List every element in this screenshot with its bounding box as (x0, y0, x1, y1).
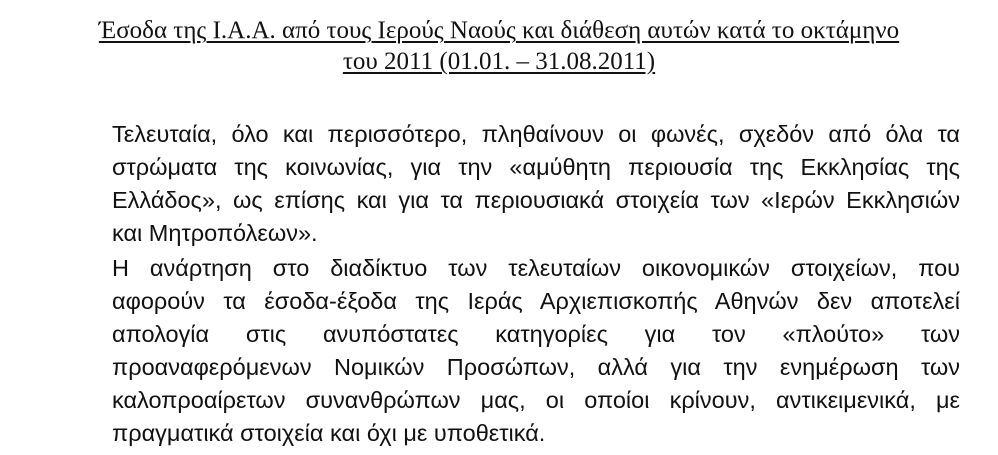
document-title-line-1: Έσοδα της Ι.Α.Α. από τους Ιερούς Ναούς και διάθεση αυτών κατά το οκτάμηνο (98, 17, 900, 44)
paragraph-1-line-2: στρώματα της κοινωνίας, για την «αμύθητη περιουσία της Εκκλησίας της (112, 154, 960, 180)
paragraph-2-line-2: αφορούν τα έσοδα-έξοδα της Ιεράς Αρχιεπισκοπής Αθηνών δεν αποτελεί (112, 288, 960, 314)
paragraph-2-line-3: απολογία στις ανυπόστατες κατηγορίες για τον «πλούτο» των (112, 321, 960, 347)
paragraph-2-line-5: καλοπροαίρετων συνανθρώπων μας, οι οποίοι κρίνουν, αντικειμενικά, με (112, 387, 960, 413)
paragraph-1-line-1: Τελευταία, όλο και περισσότερο, πληθαίνουν οι φωνές, σχεδόν από όλα τα (112, 121, 960, 147)
paragraph-1-line-3: Ελλάδος», ως επίσης και για τα περιουσιακά στοιχεία των «Ιερών Εκκλησιών (112, 187, 960, 213)
paragraph-2-line-6: πραγματικά στοιχεία και όχι με υποθετικά. (112, 420, 546, 446)
paragraph-2-line-1: Η ανάρτηση στο διαδίκτυο των τελευταίων οικονομικών στοιχείων, που (112, 255, 960, 281)
paragraph-2-line-4: προαναφερόμενων Νομικών Προσώπων, αλλά για την ενημέρωση των (112, 354, 960, 380)
document-title-line-2: του 2011 (01.01. – 31.08.2011) (342, 48, 656, 75)
paragraph-1-line-4: και Μητροπόλεων». (112, 220, 318, 246)
